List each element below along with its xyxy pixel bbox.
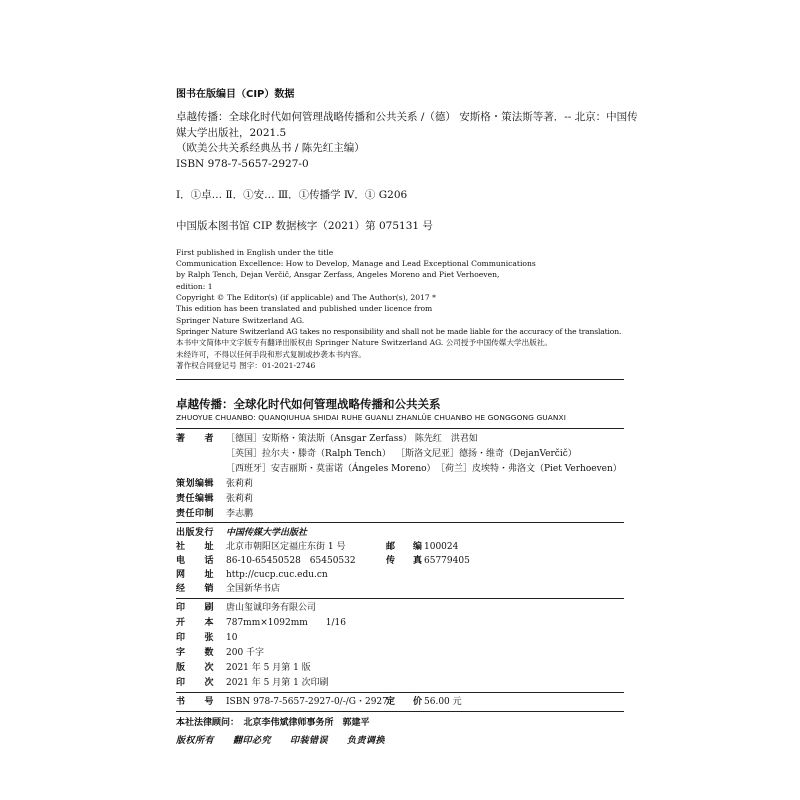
print-label: 印 次 [176,678,215,688]
isbn-row [176,695,624,709]
contract-registration-line: 著作权合同登记号 图字：01-2021-2746 [176,361,316,370]
editor-label: 责任印制 [176,509,215,519]
author-tench: ［英国］拉尔夫・滕奇（Ralph Tench） [226,449,391,459]
chinese-license-line: 本书中文简体中文字版专有翻译出版权由 Springer Nature Switzerland AG. 公司授予中国传媒大学出版社。 [176,338,553,347]
authors-line-1: ［德国］安斯格・策法斯（Ansgar Zerfass） 陈先红 洪君如 [226,434,478,444]
authors-row-2 [226,447,577,461]
author-vercic: ［斯洛文尼亚］德扬・维奇（DejanVerčič） [396,449,577,459]
divider [176,428,624,429]
editor-label: 责任编辑 [176,494,215,504]
print-value: 200 千字 [226,648,265,658]
isbn-label: 书 号 [176,697,215,707]
english-line-6: This edition has been translated and published under licence from [176,304,433,313]
zip-value: 100024 [424,542,459,552]
print-label: 字 数 [176,648,215,658]
fax-value: 65779405 [424,556,470,566]
english-line-3: by Ralph Tench, Dejan Verčič, Ansgar Zerfass, Angeles Moreno and Piet Verhoeven, [176,270,500,279]
editor-row [176,507,253,521]
print-value: 唐山玺诚印务有限公司 [226,603,317,613]
distributor-value: 全国新华书店 [226,584,281,594]
cip-record-number: 中国版本图书馆 CIP 数据核字（2021）第 075131 号 [176,220,433,232]
price-label: 定 价 [386,697,423,707]
print-row [176,661,311,675]
publisher-label: 出版发行 [176,528,215,538]
print-row [176,631,237,645]
english-line-2: Communication Excellence: How to Develop, Manage and Lead Exceptional Communications [176,259,536,268]
copyright-warning-line: 未经许可，不得以任何手段和形式复制或抄袭本书内容。 [176,350,366,359]
print-label: 开 本 [176,618,215,628]
zip-label: 邮 编 [386,542,423,552]
print-value: 2021 年 5 月第 1 版 [226,663,311,673]
address-value: 北京市朝阳区定福庄东街 1 号 [226,542,346,552]
distributor-row [176,582,280,596]
print-label: 版 次 [176,663,215,673]
editor-value: 张莉莉 [226,494,254,504]
author-moreno: ［西班牙］安吉丽斯・莫雷诺（Ángeles Moreno） [226,464,436,474]
print-row [176,601,316,615]
cip-line-1: 卓越传播：全球化时代如何管理战略传播和公共关系 /（德） 安斯格・策法斯等著．-- 北京：中国传 [176,111,638,123]
cip-line-2: 媒大学出版社，2021.5 [176,127,287,139]
english-line-5: Copyright © The Editor(s) (if applicable) and The Author(s), 2017 * [176,293,436,302]
divider [176,379,624,380]
price-value: 56.00 元 [424,697,462,707]
cip-classification: Ⅰ．①卓… Ⅱ．①安… Ⅲ．①传播学 Ⅳ．① G206 [176,189,408,201]
print-label: 印 刷 [176,603,215,613]
isbn-value: ISBN 978-7-5657-2927-0/-/G・2927 [226,697,388,707]
print-row [176,616,346,630]
book-title-pinyin: ZHUOYUE CHUANBO: QUANQIUHUA SHIDAI RUHE GUANLI ZHANLÜE CHUANBO HE GONGGONG GUANXI [176,413,567,422]
address-label: 社 址 [176,542,215,552]
cip-line-3: （欧美公共关系经典丛书 / 陈先红主编） [176,142,365,154]
print-row [176,676,329,690]
english-line-4: edition: 1 [176,282,213,291]
legal-counsel: 本社法律顾问： 北京李伟斌律师事务所 郭建平 [176,718,370,728]
publisher-name: 中国传媒大学出版社 [226,528,308,538]
phone-label: 电 话 [176,556,215,566]
cip-isbn: ISBN 978-7-5657-2927-0 [176,158,309,170]
authors-label: 著 者 [176,434,215,444]
publisher-row [176,526,307,540]
divider [176,598,624,599]
divider [176,711,624,712]
divider [176,522,624,523]
divider [176,692,624,693]
english-line-1: First published in English under the title [176,248,334,257]
authors-row-3 [226,462,622,476]
editor-row [176,492,253,506]
english-line-7: Springer Nature Switzerland AG. [176,316,305,325]
authors-row-1 [176,432,478,446]
author-verhoeven: ［荷兰］皮埃特・弗洛文（Piet Verhoeven） [436,464,622,474]
website-row [176,568,328,582]
fax-label: 传 真 [386,556,423,566]
english-line-8: Springer Nature Switzerland AG takes no responsibility and shall not be made liable for the accuracy of the translation. [176,327,622,336]
editor-value: 张莉莉 [226,479,254,489]
editor-value: 李志鹏 [226,509,254,519]
print-value: 2021 年 5 月第 1 次印刷 [226,678,329,688]
phone-row [176,554,624,568]
book-title: 卓越传播：全球化时代如何管理战略传播和公共关系 [176,397,441,411]
copyright-notice: 版权所有 翻印必究 印装错误 负责调换 [176,736,386,746]
print-value: 787mm×1092mm 1/16 [226,618,346,628]
cip-heading: 图书在版编目（CIP）数据 [176,89,295,100]
print-value: 10 [226,633,238,643]
print-label: 印 张 [176,633,215,643]
address-row [176,540,624,554]
distributor-label: 经 销 [176,584,215,594]
website-label: 网 址 [176,570,215,580]
print-row [176,646,264,660]
phone-value: 86-10-65450528 65450532 [226,556,356,566]
editor-label: 策划编辑 [176,479,215,489]
website-value: http://cucp.cuc.edu.cn [226,570,328,580]
editor-row [176,477,253,491]
